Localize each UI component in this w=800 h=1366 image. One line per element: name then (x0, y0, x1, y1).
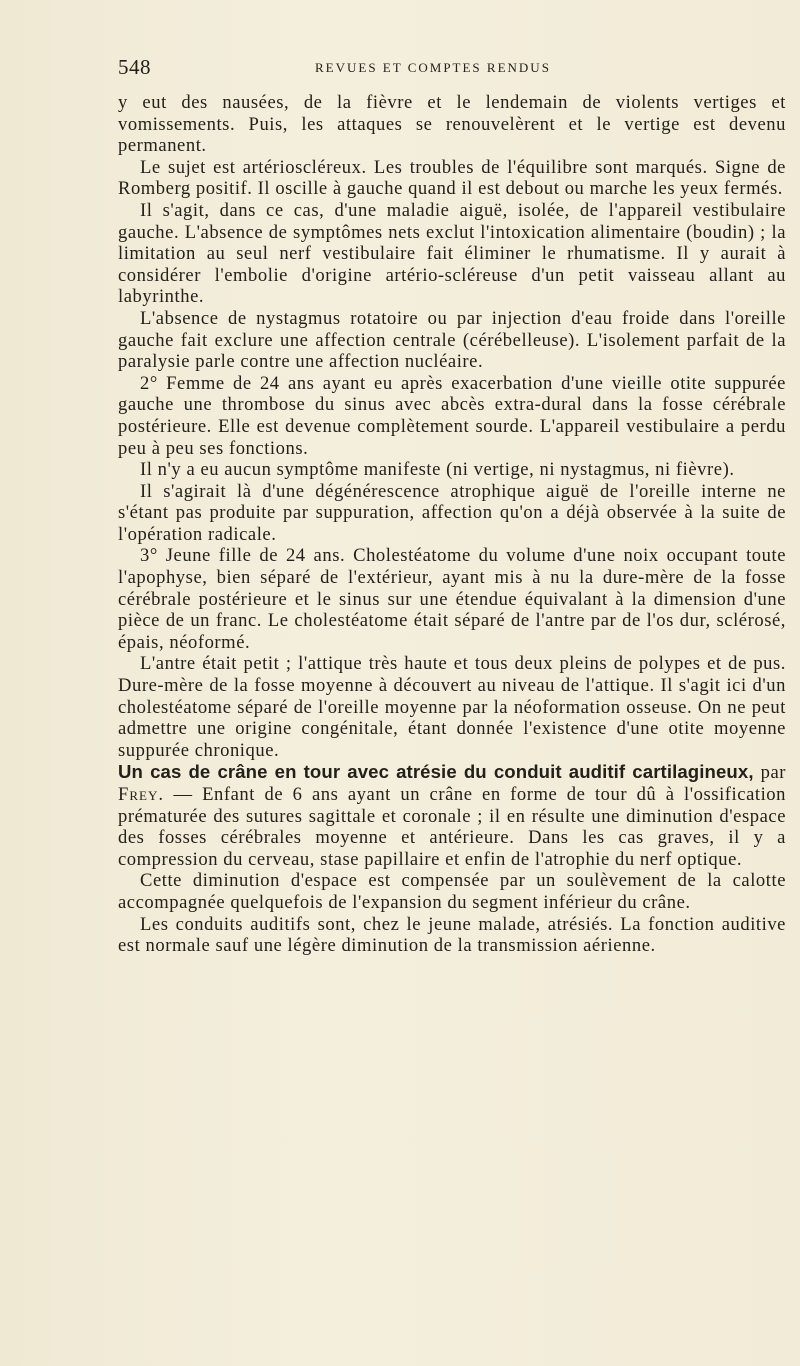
paragraph-6: Il n'y a eu aucun symptôme manifeste (ni vertige, ni nystagmus, ni fièvre). (140, 459, 735, 481)
running-head: REVUES ET COMPTES RENDUS (315, 60, 551, 75)
paragraph-5: 2° Femme de 24 ans ayant eu après exacerbation d'une vieille otite suppurée gauche une thrombose du sinus avec abcès extra-dural dans la fosse cérébrale postérieure. Elle est devenue complètement sourde. L'appareil vestibulaire a perdu peu à peu ses fonctions. (118, 372, 786, 459)
page-header (118, 55, 778, 79)
article-author: Frey. (118, 784, 164, 805)
paragraph-3: Il s'agit, dans ce cas, d'une maladie aiguë, isolée, de l'appareil vestibulaire gauche. L'absence de symptômes nets exclut l'intoxication alimentaire (boudin) ; la limitation au seul nerf vestibulaire fait éliminer le rhumatisme. Il y aurait à considérer l'embolie d'origine artério-scléreuse d'un petit vaisseau allant au labyrinthe. (118, 199, 786, 308)
article-by: par (753, 762, 787, 784)
body-text (118, 92, 786, 957)
paragraph-7: Il s'agirait là d'une dégénérescence atrophique aiguë de l'oreille interne ne s'étant pas produite par suppuration, affection qu'on a déjà observée à la suite de l'opération radicale. (118, 480, 786, 545)
paragraph-2: Le sujet est artérioscléreux. Les troubles de l'équilibre sont marqués. Signe de Romberg positif. Il oscille à gauche quand il est debout ou marche les yeux fermés. (118, 156, 786, 200)
paragraph-1: y eut des nausées, de la fièvre et le lendemain de violents vertiges et vomissements. Puis, les attaques se renouvelèrent et le vertige est devenu permanent. (118, 92, 786, 157)
article-paragraph-1: Cette diminution d'espace est compensée par un soulèvement de la calotte accompagnée quelquefois de l'expansion du segment inférieur du crâne. (118, 870, 786, 913)
article-paragraph-2: Les conduits auditifs sont, chez le jeune malade, atrésiés. La fonction auditive est normale sauf une légère diminution de la transmission aérienne. (118, 913, 786, 957)
article-heading-paragraph (118, 761, 786, 870)
page-number: 548 (118, 55, 151, 79)
paragraph-9: L'antre était petit ; l'attique très haute et tous deux pleins de polypes et de pus. Dure-mère de la fosse moyenne à découvert au niveau de l'attique. Il s'agit ici d'un cholestéatome séparé de l'oreille moyenne par la néoformation osseuse. On ne peut admettre une origine congénitale, étant donnée l'existence d'une otite moyenne suppurée chronique. (118, 653, 786, 761)
paragraph-8: 3° Jeune fille de 24 ans. Cholestéatome du volume d'une noix occupant toute l'apophyse, bien séparé de l'extérieur, ayant mis à nu la dure-mère de la fosse cérébrale postérieure et le sinus sur une étendue équivalant à la dimension d'une pièce de un franc. Le cholestéatome était séparé de l'antre par de l'os dur, sclérosé, épais, néoformé. (118, 545, 786, 653)
paragraph-4: L'absence de nystagmus rotatoire ou par injection d'eau froide dans l'oreille gauche fait exclure une affection centrale (cérébelleuse). L'isolement parfait de la paralysie parle contre une affection nucléaire. (118, 307, 786, 373)
article-title: Un cas de crâne en tour avec atrésie du conduit auditif cartilagineux, (118, 761, 754, 783)
article-lead: — Enfant de 6 ans ayant un crâne en forme de tour dû à l'ossification prématurée des sutures sagittale et coronale ; il en résulte une diminution d'espace des fosses cérébrales moyenne et antérieure. Dans les cas graves, il y a compression du cerveau, stase papillaire et enfin de l'atrophie du nerf optique. (118, 784, 786, 870)
